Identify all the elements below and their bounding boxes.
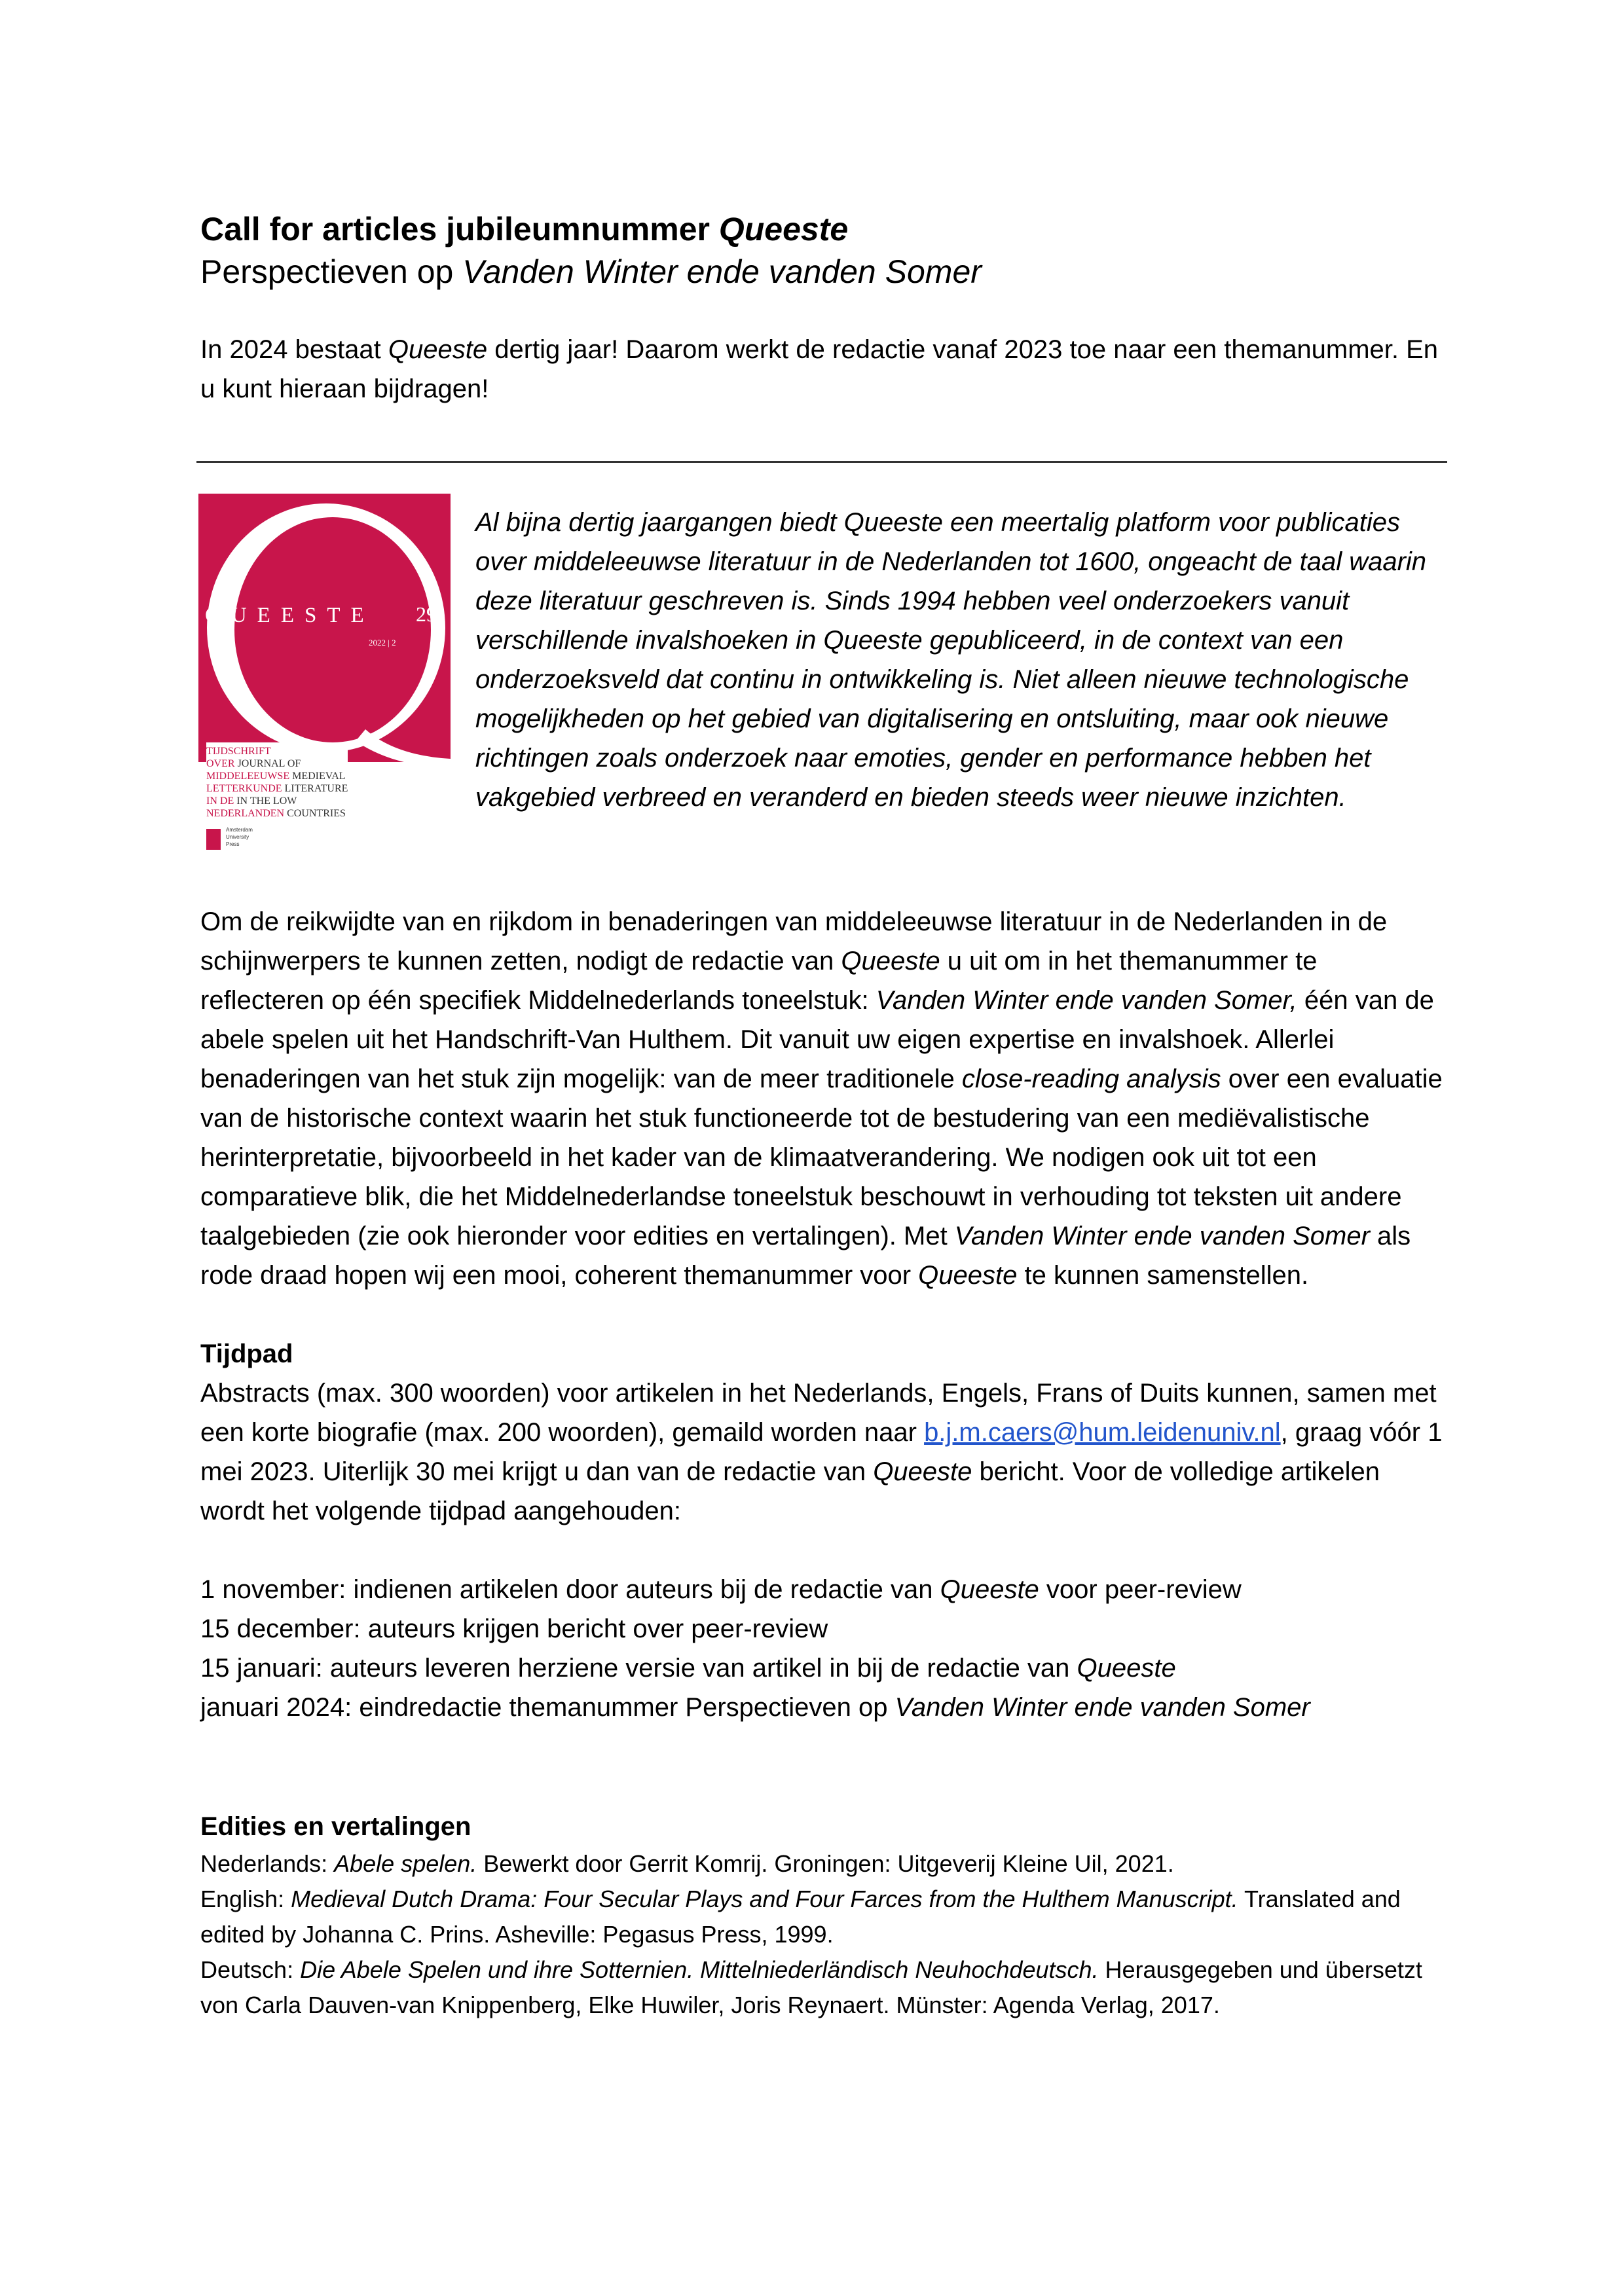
cover-number: 29 xyxy=(416,602,437,626)
page-subtitle xyxy=(200,250,1445,293)
schedule-item: 15 januari: auteurs leveren herziene versie van artikel in bij de redactie van Queeste xyxy=(200,1654,1176,1683)
schedule-item: 1 november: indienen artikelen door auteurs bij de redactie van Queeste voor peer-review xyxy=(200,1575,1242,1604)
page-title xyxy=(200,208,1445,250)
title-italic: Queeste xyxy=(718,211,849,247)
horizontal-divider xyxy=(196,461,1447,463)
tijdpad-paragraph: Abstracts (max. 300 woorden) voor artikelen in het Nederlands, Engels, Frans of Duits kunnen, samen met een korte biografie (max. 200 woorden), gemaild worden naar b.j.m.caers@hum.leidenuniv.nl, graag vóór 1 mei 2023. Uiterlijk 30 mei krijgt u dan van de redactie van Queeste bericht. Voor de volledige artikelen wordt het volgende tijdpad aangehouden: xyxy=(200,1379,1443,1525)
tijdpad-heading: Tijdpad xyxy=(200,1339,293,1368)
cover-q-letter xyxy=(198,494,451,769)
intro-paragraph: In 2024 bestaat Queeste dertig jaar! Daarom werkt de redactie vanaf 2023 toe naar een themanummer. En u kunt hieraan bijdragen! xyxy=(200,335,1439,403)
schedule-list xyxy=(200,1570,1445,1727)
cover-issue: 2022 | 2 xyxy=(369,638,396,647)
subtitle-text: Perspectieven op xyxy=(200,253,463,290)
body-paragraph: Om de reikwijdte van en rijkdom in benaderingen van middeleeuwse literatuur in de Nederlanden in de schijnwerpers te kunnen zetten, nodigt de redactie van Queeste u uit om in het themanummer te reflecteren op één specifiek Middelnederlands toneelstuk: Vanden Winter ende vanden Somer, één van de abele spelen uit het Handschrift-Van Hulthem. Dit vanuit uw eigen expertise en invalshoek. Allerlei benaderingen van het stuk zijn mogelijk: van de meer traditionele close-reading analysis over een evaluatie van de historische context waarin het stuk functioneerde tot de bestudering van een mediëvalistische herinterpretatie, bijvoorbeeld in het kader van de klimaatverandering. We nodigen ook uit tot een comparatieve blik, die het Middelnederlandse toneelstuk beschouwt in verhouding tot teksten uit andere taalgebieden (zie ook hieronder voor edities en vertalingen). Met Vanden Winter ende vanden Somer als rode draad hopen wij een mooi, coherent themanummer voor Queeste te kunnen samenstellen. xyxy=(200,907,1443,1290)
schedule-item: januari 2024: eindredactie themanummer Perspectieven op Vanden Winter ende vanden Somer xyxy=(200,1693,1310,1722)
header-section xyxy=(200,208,1445,441)
edition-item: English: Medieval Dutch Drama: Four Secular Plays and Four Farces from the Hulthem Manuscript. Translated and edited by Johanna C. Prins. Asheville: Pegasus Press, 1999. xyxy=(200,1886,1401,1948)
subtitle-italic: Vanden Winter ende vanden Somer xyxy=(462,253,982,290)
edities-list xyxy=(200,1846,1445,2023)
cover-title: QUEESTE xyxy=(205,604,375,627)
title-text: Call for articles jubileumnummer xyxy=(200,211,719,247)
journal-cover-image xyxy=(198,494,451,858)
edities-heading: Edities en vertalingen xyxy=(200,1812,471,1841)
schedule-item: 15 december: auteurs krijgen bericht over peer-review xyxy=(200,1614,828,1643)
email-link[interactable]: b.j.m.caers@hum.leidenuniv.nl xyxy=(924,1418,1281,1447)
cover-journal-text: TIJDSCHRIFT OVER JOURNAL OF MIDDELEEUWSE MEDIEVAL LETTERKUNDE LITERATURE IN DE IN THE LOW NEDERLANDEN COUNTRIES xyxy=(206,742,348,820)
main-body xyxy=(200,902,1445,2023)
publisher-logo-icon xyxy=(206,829,221,850)
publisher-name: Amsterdam University Press xyxy=(226,827,253,847)
journal-description: Al bijna dertig jaargangen biedt Queeste een meertalig platform voor publicaties over middeleeuwse literatuur in de Nederlanden tot 1600, ongeacht de taal waarin deze literatuur geschreven is. Sinds 1994 hebben veel onderzoekers vanuit verschillende invalshoeken in Queeste gepubliceerd, in de context van een onderzoeksveld dat continu in ontwikkeling is. Niet alleen nieuwe technologische mogelijkheden op het gebied van digitalisering en ontsluiting, maar ook nieuwe richtingen zoals onderzoek naar emoties, gender en performance hebben het vakgebied verbreed en veranderd en bieden steeds weer nieuwe inzichten. xyxy=(475,508,1427,812)
edition-item: Nederlands: Abele spelen. Bewerkt door Gerrit Komrij. Groningen: Uitgeverij Kleine Uil, 2021. xyxy=(200,1850,1174,1877)
edition-item: Deutsch: Die Abele Spelen und ihre Sotternien. Mittelniederländisch Neuhochdeutsch. Herausgegeben und übersetzt von Carla Dauven-van Knippenberg, Elke Huwiler, Joris Reynaert. Münster: Agenda Verlag, 2017. xyxy=(200,1956,1422,2018)
